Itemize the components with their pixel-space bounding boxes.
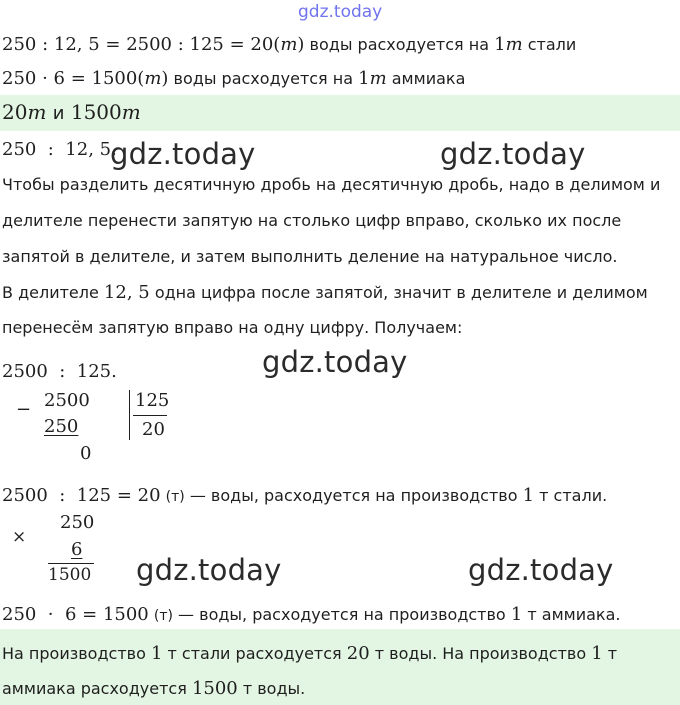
division-subtrahend: 250 [44,416,79,437]
conclusion-line-2: аммиака расходуется 1500 т воды. [2,678,306,699]
watermark: gdz.today [136,553,282,587]
division-dividend: 2500 [44,390,90,411]
multiply-factor-a: 250 [60,512,95,533]
multiply-product: 1500 [48,565,92,585]
answer-line: 20m и 1500m [2,100,141,124]
division-bar [129,390,130,440]
watermark: gdz.today [468,553,614,587]
division-expression: 2500 : 125. [2,361,117,382]
division-quotient: 20 [142,419,165,440]
multiply-factor-b: 6 [71,539,83,560]
multiply-sign: × [12,527,27,547]
division-divisor: 125 [135,390,170,411]
equation-line-2: 250 · 6 = 1500(m) воды расходуется на 1m аммиака [2,68,466,89]
watermark: gdz.today [440,137,586,171]
division-remainder: 0 [80,443,92,464]
site-logo[interactable]: gdz.today [298,2,383,22]
multiply-line [48,563,94,564]
division-divisor-line [133,415,167,416]
watermark: gdz.today [110,137,256,171]
result-line-1: 2500 : 125 = 20 (т) — воды, расходуется на производство 1 т стали. [2,485,608,506]
problem-expression: 250 : 12, 5. [2,139,117,160]
watermark: gdz.today [262,345,408,379]
rule-line: запятой в делителе, и затем выполнить деление на натуральное число. [2,247,618,266]
result-line-2: 250 · 6 = 1500 (т) — воды, расходуется на производство 1 т аммиака. [2,604,621,625]
conclusion-line-1: На производство 1 т стали расходуется 20 т воды. На производство 1 т [2,643,618,664]
explain-line-1: В делителе 12, 5 одна цифра после запятой, значит в делителе и делимом [2,282,648,303]
rule-line: делителе перенести запятую на столько цифр вправо, сколько их после [2,211,622,230]
division-minus: − [16,399,32,420]
rule-line: Чтобы разделить десятичную дробь на десятичную дробь, надо в делимом и [2,175,661,194]
equation-line-1: 250 : 12, 5 = 2500 : 125 = 20(m) воды расходуется на 1m стали [2,34,577,55]
explain-line-2: перенесём запятую вправо на одну цифру. Получаем: [2,318,463,337]
